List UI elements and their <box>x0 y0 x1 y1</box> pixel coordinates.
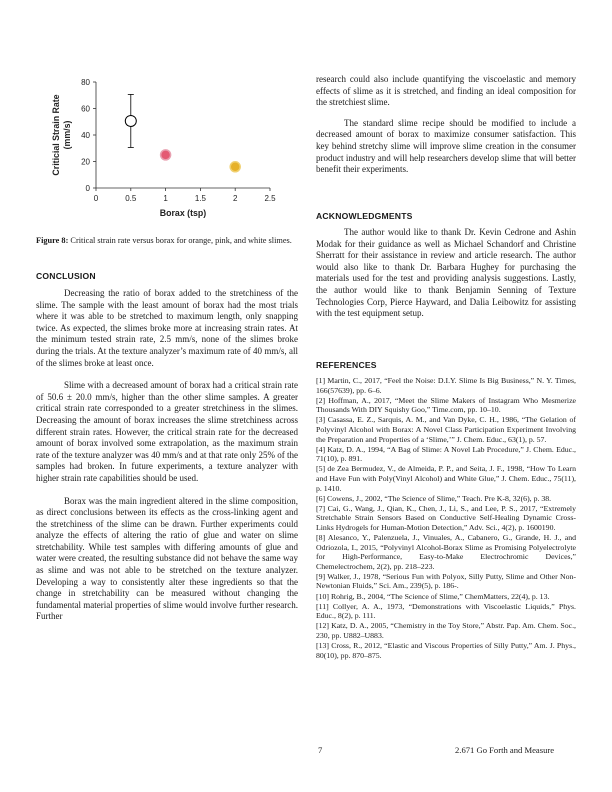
y-axis-label-line: Criticial Strain Rate <box>51 94 61 176</box>
y-tick-label: 60 <box>81 104 90 114</box>
data-point <box>125 115 136 126</box>
y-tick-label: 20 <box>81 157 90 167</box>
y-axis-label <box>51 94 72 175</box>
data-point <box>230 162 240 172</box>
footer-title: 2.671 Go Forth and Measure <box>455 745 555 755</box>
page-number: 7 <box>318 745 323 755</box>
reference-item: [2] Hoffman, A., 2017, “Meet the Slime Makers of Instagram Who Mesmerize Thousands With DIY Squishy Goo,” Time.com, pp. 10–10. <box>316 395 576 415</box>
reference-item: [12] Katz, D. A., 2005, “Chemistry in the Toy Store,” Abstr. Pap. Am. Chem. Soc., 230, pp. U882–U883. <box>316 621 576 640</box>
conclusion-heading: CONCLUSION <box>36 271 96 281</box>
recommendation-paragraph: The standard slime recipe should be modified to include a decreased amount of borax to maximize consumer satisfaction. This key behind stretchy slime will improve slime creation in the consumer product industry and will help researchers develop slime that will better benefit their experiments. <box>316 117 576 175</box>
reference-item: [9] Walker, J., 1978, “Serious Fun with Polyox, Silly Putty, Slime and Other Non-Newtonian Fluids,” Sci. Am., 239(5), p. 186-. <box>316 571 576 591</box>
critical-strain-rate-chart <box>36 70 298 230</box>
references-list <box>316 376 576 661</box>
x-tick-label: 2.5 <box>264 194 276 203</box>
references-heading: REFERENCES <box>316 360 377 370</box>
figure-caption-text: Critical strain rate versus borax for orange, pink, and white slimes. <box>68 236 292 245</box>
reference-item: [3] Casassa, E. Z., Sarquis, A. M., and Van Dyke, C. H., 1986, “The Gelation of Polyvinyl Alcohol with Borax: A Novel Class Participation Experiment Involving the Preparation and Properties of a ‘Slime,’” J. Chem. Educ., 63(1), p. 57. <box>316 415 576 444</box>
figure-label: Figure 8: <box>36 236 69 245</box>
reference-item: [5] de Zea Bermudez, V., de Almeida, P. P., and Seita, J. F., 1998, “How To Learn and Have Fun with Poly(Vinyl Alcohol) and White Glue,” J. Chem. Educ., 75(11), p. 1410. <box>316 464 576 493</box>
right-column-body <box>316 74 576 185</box>
reference-item: [1] Martin, C., 2017, “Feel the Noise: D.I.Y. Slime Is Big Business,” N. Y. Times, 166(57639), pp. 6–6. <box>316 376 576 395</box>
y-tick-label: 0 <box>85 184 90 193</box>
acknowledgments-body <box>316 227 576 320</box>
x-tick-label: 0.5 <box>125 194 137 203</box>
conclusion-paragraph-1: Decreasing the ratio of borax added to the stretchiness of the slime. The sample with the least amount of borax had the most trials where it was able to be stretched to maximum length, only snapping twice. As expected, the slimes broke more at increasing strain rates. At the minimum tested strain rate, 2.5 mm/s, none of the slimes broke during the trials. At the texture analyzer’s maximum rate of 40 mm/s, all of the slimes broke at least once. <box>36 288 298 368</box>
reference-item: [13] Cross, R., 2012, “Elastic and Viscous Properties of Silly Putty,” Am. J. Phys., 80(10), pp. 870–875. <box>316 641 576 660</box>
conclusion-paragraph-3: Borax was the main ingredient altered in the slime composition, as direct conclusions between its effects as the cross-linking agent and the stretchiness of the slime can be drawn. Further experiments could analyze the effects of altering the ratio of glue and water on slime stretchability. While test samples with differing amounts of glue and water were created, the resulting substance did not behave the same way as slime and was not able to be stretched on the texture analyzer. Developing a way to consistently alter these ingredients so that the change in stretchability can be measured without changing the fundamental material properties of slime would involve further research. Further <box>36 495 298 622</box>
x-tick-label: 0 <box>93 194 99 203</box>
x-tick-label: 2 <box>232 194 238 203</box>
x-tick-label: 1 <box>163 194 168 203</box>
reference-item: [11] Collyer, A. A., 1973, “Demonstrations with Viscoelastic Liquids,” Phys. Educ., 8(2), p. 111. <box>316 601 576 621</box>
data-point <box>161 150 171 160</box>
y-tick-label: 40 <box>81 131 90 140</box>
x-axis-label: Borax (tsp) <box>159 208 207 218</box>
acknowledgments-paragraph: The author would like to thank Dr. Kevin Cedrone and Ashin Modak for their guidance as well as Michael Schandorf and Christine Sherratt for their assistance in review and article research. The author would also like to thank Dr. Barbara Hughey for purchasing the materials used for the test and providing analysis suggestions. Lastly, the author would like to thank Benjamin Senning of Texture Technologies Corp, Pierce Hayward, and Dalia Leibowitz for assisting with the test equipment setup. <box>316 227 576 319</box>
conclusion-body <box>36 288 298 634</box>
reference-item: [6] Cowens, J., 2002, “The Science of Slime,” Teach. Pre K-8, 32(6), p. 38. <box>316 493 552 503</box>
y-axis-label-line: (mm/s) <box>62 120 72 150</box>
reference-item: [4] Katz, D. A., 1994, “A Bag of Slime: A Novel Lab Procedure,” J. Chem. Educ., 71(10), p. 891. <box>316 444 576 464</box>
acknowledgments-heading: ACKNOWLEDGMENTS <box>316 211 413 221</box>
figure-caption <box>36 236 298 246</box>
y-tick-label: 80 <box>81 78 90 87</box>
x-tick-label: 1.5 <box>194 194 206 203</box>
continued-paragraph: research could also include quantifying the viscoelastic and memory effects of slime as it is stretched, and finding an ideal composition for the stretchiest slime. <box>316 74 576 108</box>
conclusion-paragraph-2: Slime with a decreased amount of borax had a critical strain rate of 50.6 ± 20.0 mm/s, higher than the other slime samples. A greater critical strain rate corresponded to a greater stretchiness in the slimes. Decreasing the amount of borax increases the slime stretchiness across different strain rates. However, the critical strain rate for the decreased amount of borax involved some extrapolation, as the maximum strain rate of the texture analyzer was 40 mm/s and at that rate only 25% of the samples had broken. In future experiments, a texture analyzer with higher strain rate capabilities should be used. <box>36 380 298 483</box>
reference-item: [7] Cai, G., Wang, J., Qian, K., Chen, J., Li, S., and Lee, P. S., 2017, “Extremely Stretchable Strain Sensors Based on Conductive Self-Healing Dynamic Cross-Links Hydrogels for Human-Motion Detection,” Adv. Sci., 4(2), p. 1600190. <box>316 503 576 532</box>
reference-item: [8] Alesanco, Y., Palenzuela, J., Vinuales, A., Cabanero, G., Grande, H. J., and Odriozola, I., 2015, “Polyvinyl Alcohol-Borax Slime as Promising Polyelectrolyte for High-Performance, Easy-to-Make Electrochromic Devices,” Chemelectrochem, 2(2), pp. 218–223. <box>316 533 576 571</box>
reference-item: [10] Rohrig, B., 2004, “The Science of Slime,” ChemMatters, 22(4), p. 13. <box>316 591 550 601</box>
